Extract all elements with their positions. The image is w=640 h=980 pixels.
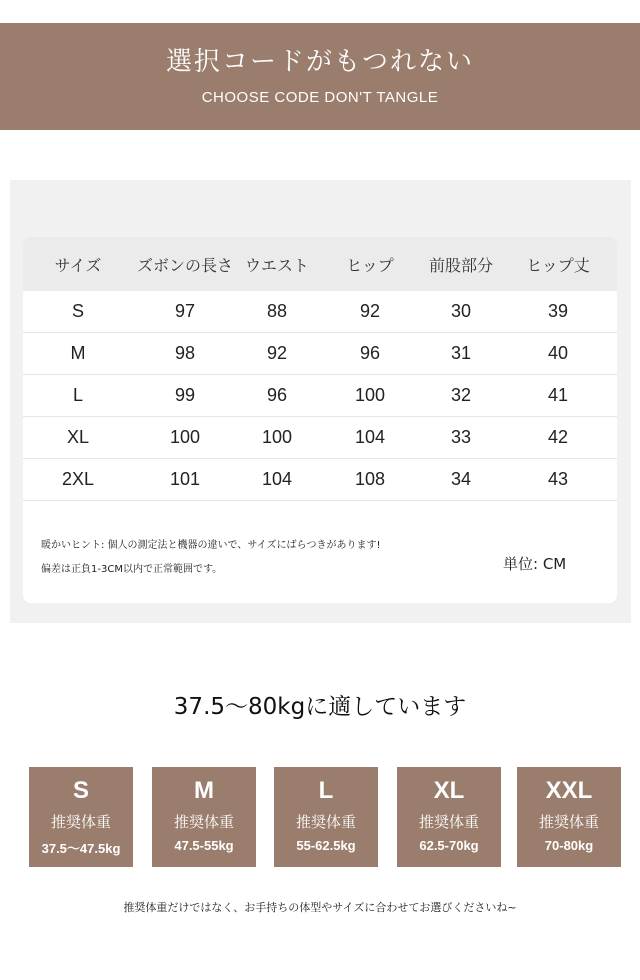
unit-label: 単位: CM [503, 555, 567, 573]
table-cell: 39 [547, 301, 569, 321]
header-banner [0, 23, 640, 130]
weight-box-label: 推奨体重 [173, 813, 234, 831]
table-cell: M [70, 343, 86, 363]
weight-box-range: 47.5-55kg [174, 838, 234, 853]
weight-box-s [29, 767, 133, 867]
table-header-cell: サイズ [54, 255, 102, 275]
table-cell: 42 [547, 427, 569, 447]
table-cell: 33 [450, 427, 472, 447]
weight-box-size: M [194, 777, 214, 804]
weight-boxes [0, 767, 640, 867]
table-cell: 32 [450, 385, 472, 405]
weight-range-heading: 37.5～80kgに適しています [173, 694, 467, 720]
weight-box-xxl [517, 767, 621, 867]
table-row [23, 375, 617, 417]
weight-box-range: 70-80kg [544, 838, 594, 853]
weight-box-label: 推奨体重 [50, 813, 111, 831]
deviation-note: 偏差は正負1-3CM以内で正常範囲です。 [41, 564, 223, 575]
table-cell: 34 [450, 469, 472, 489]
table-header-cell: ウエスト [244, 255, 309, 275]
table-row [23, 459, 617, 501]
weight-box-size: L [318, 777, 334, 804]
table-cell: 99 [174, 385, 196, 405]
table-row [23, 417, 617, 459]
table-cell: 96 [359, 343, 381, 363]
size-chart-panel [10, 180, 631, 623]
table-cell: 92 [266, 343, 288, 363]
table-cell: 41 [547, 385, 569, 405]
table-header-cell: ヒップ丈 [526, 255, 590, 275]
table-cell: 43 [547, 469, 569, 489]
weight-box-range: 37.5～47.5kg [41, 841, 121, 856]
table-cell: XL [66, 427, 90, 447]
table-cell: 98 [174, 343, 196, 363]
table-cell: 2XL [61, 469, 95, 489]
weight-box-range: 62.5-70kg [419, 838, 479, 853]
table-cell: 96 [266, 385, 288, 405]
weight-box-label: 推奨体重 [538, 813, 599, 831]
table-row [23, 291, 617, 333]
table-header-cell: 前股部分 [428, 255, 493, 275]
table-cell: 31 [450, 343, 472, 363]
table-cell: 101 [169, 469, 201, 489]
table-cell: 100 [261, 427, 293, 447]
fit-footnote: 推奨体重だけではなく、お手持ちの体型やサイズに合わせてお選びくださいね~ [123, 901, 517, 914]
size-chart-card [23, 237, 617, 603]
table-cell: 97 [174, 301, 196, 321]
table-cell: 40 [547, 343, 569, 363]
table-header-cell: ヒップ [346, 255, 394, 275]
table-cell: 108 [354, 469, 386, 489]
table-row [23, 333, 617, 375]
measurement-tip: 暖かいヒント: 個人の測定法と機器の違いで、サイズにばらつきがあります! [41, 540, 381, 551]
table-cell: L [72, 385, 83, 405]
weight-box-range: 55-62.5kg [296, 838, 356, 853]
table-cell: S [71, 301, 84, 321]
table-cell: 104 [261, 469, 293, 489]
banner-title: 選択コードがもつれない [165, 47, 474, 77]
weight-box-size: XL [433, 777, 465, 804]
banner-subtitle: CHOOSE CODE DON'T TANGLE [201, 89, 439, 106]
weight-box-size: S [72, 777, 89, 804]
weight-box-label: 推奨体重 [418, 813, 479, 831]
table-cell: 104 [354, 427, 386, 447]
table-cell: 100 [169, 427, 201, 447]
weight-box-m [152, 767, 256, 867]
table-cell: 88 [266, 301, 288, 321]
table-body [23, 291, 617, 501]
table-header-row [23, 237, 617, 291]
table-cell: 92 [359, 301, 381, 321]
table-cell: 30 [450, 301, 472, 321]
table-cell: 100 [354, 385, 386, 405]
weight-box-l [274, 767, 378, 867]
table-header-cell: ズボンの長さ [136, 255, 233, 275]
weight-box-label: 推奨体重 [295, 813, 356, 831]
weight-box-xl [397, 767, 501, 867]
weight-box-size: XXL [545, 777, 593, 804]
